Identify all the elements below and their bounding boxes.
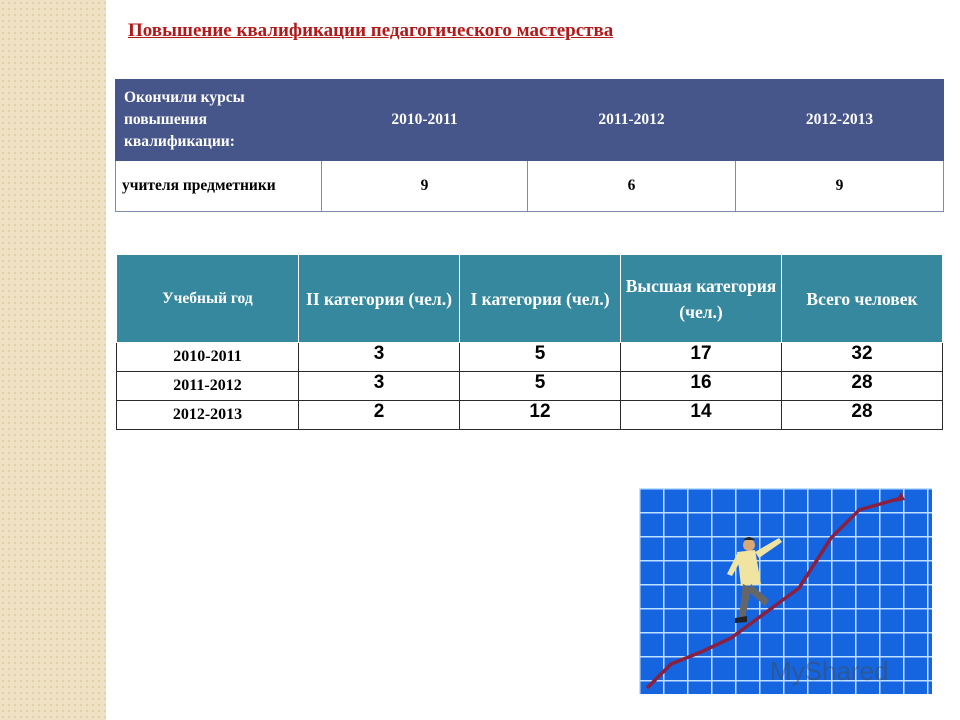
courses-header-row [116, 80, 944, 161]
cell-high: 14 [621, 401, 782, 430]
header-category-1: I категория (чел.) [460, 255, 621, 343]
header-category-2: II категория (чел.) [299, 255, 460, 343]
courses-header-year: 2011-2012 [528, 80, 736, 161]
cell-cat1: 5 [460, 343, 621, 372]
categories-table [116, 254, 943, 430]
cell-cat2: 2 [299, 401, 460, 430]
header-category-high: Высшая категория (чел.) [621, 255, 782, 343]
header-total: Всего человек [782, 255, 943, 343]
slide-title: Повышение квалификации педагогического мастерства [128, 20, 614, 41]
courses-row-label: учителя предметники [116, 161, 322, 212]
cell-cat1: 5 [460, 372, 621, 401]
courses-value: 6 [528, 161, 736, 212]
courses-data-row [116, 161, 944, 212]
courses-value: 9 [322, 161, 528, 212]
courses-table [115, 79, 944, 212]
table-row [117, 401, 943, 430]
row-year: 2010-2011 [117, 343, 299, 372]
table-row [117, 372, 943, 401]
header-year: Учебный год [117, 255, 299, 343]
cell-high: 17 [621, 343, 782, 372]
row-year: 2011-2012 [117, 372, 299, 401]
cell-total: 28 [782, 372, 943, 401]
cell-cat1: 12 [460, 401, 621, 430]
row-year: 2012-2013 [117, 401, 299, 430]
categories-header-row [117, 255, 943, 343]
myshared-watermark: MyShared [770, 656, 889, 686]
cell-cat2: 3 [299, 343, 460, 372]
courses-header-label: Окончили курсы повышения квалификации: [116, 80, 322, 161]
courses-value: 9 [736, 161, 944, 212]
cell-total: 28 [782, 401, 943, 430]
table-row [117, 343, 943, 372]
courses-header-year: 2010-2011 [322, 80, 528, 161]
decorative-side-band [0, 0, 106, 720]
cell-total: 32 [782, 343, 943, 372]
courses-header-year: 2012-2013 [736, 80, 944, 161]
cell-high: 16 [621, 372, 782, 401]
cell-cat2: 3 [299, 372, 460, 401]
